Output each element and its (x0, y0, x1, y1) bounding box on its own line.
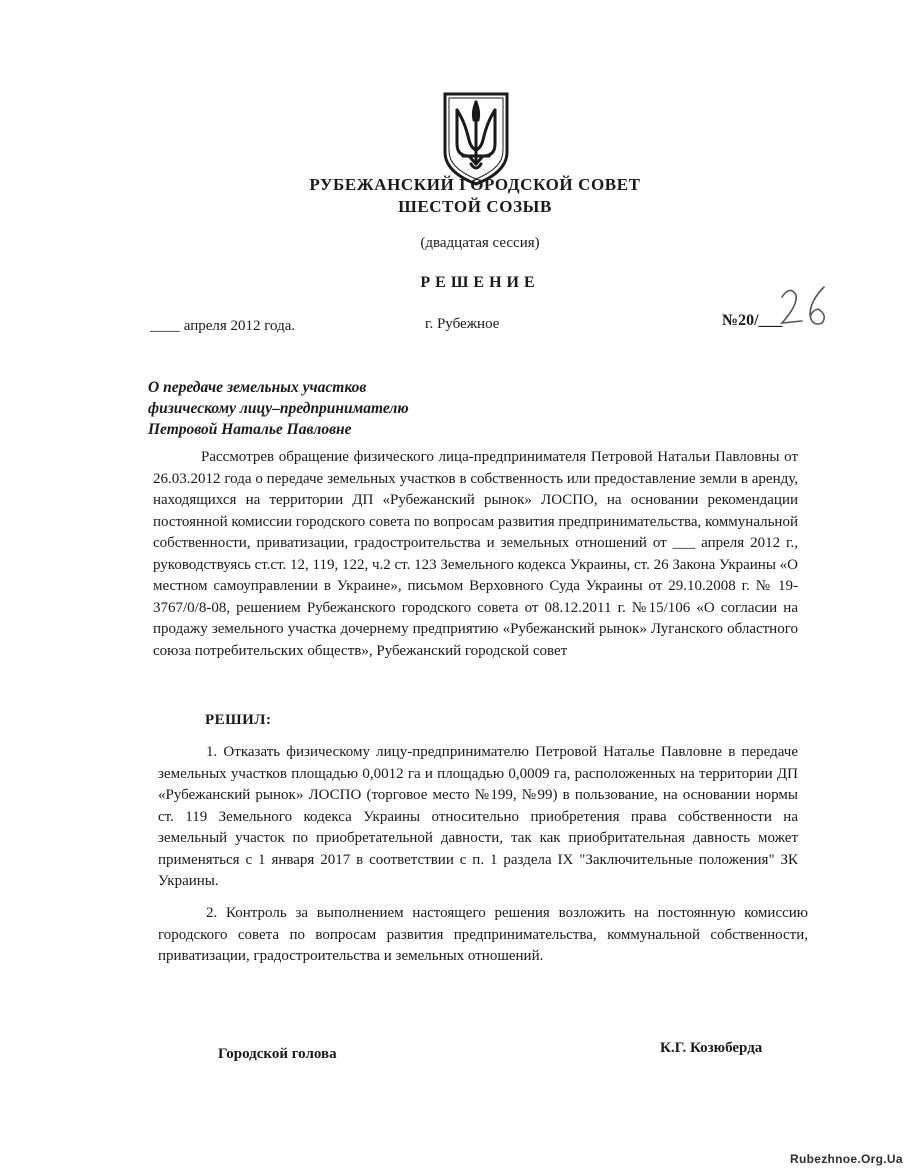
resolved-heading: РЕШИЛ: (205, 712, 272, 728)
signatory-name: К.Г. Козюберда (660, 1040, 763, 1056)
council-name (300, 174, 650, 218)
subject-line3: Петровой Наталье Павловне (148, 421, 352, 438)
document-type: РЕШЕНИЕ (420, 274, 540, 291)
handwritten-number-mark (776, 283, 846, 333)
council-name-line1: РУБЕЖАНСКИЙ ГОРОДСКОЙ СОВЕТ (309, 175, 641, 194)
resolution-item-2: 2. Контроль за выполнением настоящего решения возложить на постоянную комиссию городского совета по вопросам развития предпринимательства, коммунальной собственности, приватизации, градостроительства и земельных отношений. (158, 905, 808, 964)
subject-line1: О передаче земельных участков (148, 379, 367, 396)
council-name-line2: ШЕСТОЙ СОЗЫВ (398, 197, 552, 216)
site-watermark: Rubezhnoe.Org.Ua (790, 1152, 903, 1166)
decision-subject (148, 377, 409, 440)
preamble-paragraph: Рассмотрев обращение физического лица-предпринимателя Петровой Натальи Павловны от 26.03.2012 года о передаче земельных участков в собственность или предоставление земли в аренду, находящихся на территории ДП «Рубежанский рынок» ЛОСПО, на основании рекомендации постоянной комиссии городского совета по вопросам развития предпринимательства, коммунальной собственности, приватизации, градостроительства и земельных отношений от ___ апреля 2012 г., руководствуясь ст.ст. 12, 119, 122, ч.2 ст. 123 Земельного кодекса Украины, ст. 26 Закона Украины «О местном самоуправлении в Украине», письмом Верховного Суда Украины от 29.10.2008 г. № 19-3767/0/8-08, решением Рубежанского городского совета от 08.12.2011 г. №15/106 «О согласии на продажу земельного участка дочернему предприятию «Рубежанский рынок» Луганского областного союза потребительских обществ», Рубежанский городской совет (153, 449, 798, 659)
document-number: №20/___ (722, 312, 783, 329)
document-city: г. Рубежное (425, 316, 500, 332)
resolution-item-1: 1. Отказать физическому лицу-предпринимателю Петровой Наталье Павловне в передаче земельных участков площадью 0,0012 га и площадью 0,0009 га, расположенных на территории ДП «Рубежанский рынок» ЛОСПО (торговое место №199, №99) в пользование, на основании нормы ст. 119 Земельного кодекса Украины относительно приобретения права собственности на земельный участок по приобретательной давности, так как приобритательная давность может применяться с 1 января 2017 в соответствии с п. 1 раздела IX "Заключительные положения" ЗК Украины. (158, 744, 798, 889)
document-date: ____ апреля 2012 года. (150, 318, 296, 334)
session-label: (двадцатая сессия) (420, 235, 540, 251)
subject-line2: физическому лицу–предпринимателю (148, 400, 409, 417)
signatory-title: Городской голова (218, 1046, 337, 1062)
trident-coat-of-arms-icon (441, 90, 511, 186)
